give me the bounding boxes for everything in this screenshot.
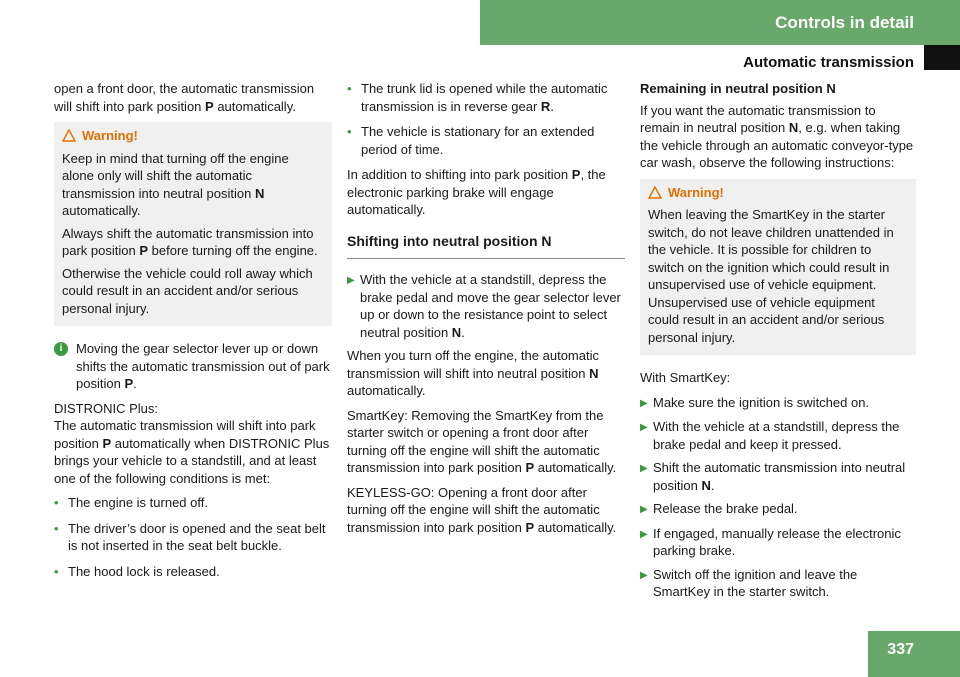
warning-text: When leaving the SmartKey in the starter switch, do not leave children unattended in the vehicle. It is possible for children to switch on the ignition which could result in unsupervised use of vehicle equipment. Unsupervised use of vehicle equipment could result in an accident and/or serious personal injury. [648, 207, 894, 345]
warning-text: Always shift the automatic transmission into park position P before turning off the engine. [62, 225, 318, 258]
subsection-title: Remaining in neutral position N [640, 81, 836, 96]
arrow-right-icon: ▶ [640, 504, 648, 515]
arrow-right-icon: ▶ [640, 397, 648, 409]
arrow-right-icon: ▶ [640, 528, 648, 540]
arrow-right-icon: ▶ [347, 275, 355, 286]
warning-triangle-icon [62, 129, 76, 142]
bullet-icon: • [54, 520, 59, 536]
info-note: i Moving the gear selector lever up or down shifts the automatic transmission out of park position P. [54, 340, 332, 393]
bullet-icon: • [54, 563, 59, 579]
bullet-icon: • [347, 124, 352, 139]
chapter-banner [480, 0, 960, 45]
warning-box [640, 179, 916, 356]
paragraph: KEYLESS-GO: Opening a front door after turning off the engine will shift the automatic transmission into park position P automatically. [347, 484, 617, 535]
paragraph: SmartKey: Removing the SmartKey from the starter switch or opening a front door after turning off the engine will shift the automatic transmission into park position P automatically. [347, 407, 617, 475]
step-item: ▶ Switch off the ignition and leave the SmartKey in the starter switch. [640, 566, 858, 599]
warning-box [54, 122, 332, 326]
list-item: • The vehicle is stationary for an extended period of time. [347, 124, 595, 157]
subsection-title: Shifting into neutral position N [347, 233, 625, 260]
step-item: ▶ If engaged, manually release the electronic parking brake. [640, 525, 901, 558]
column-2 [347, 80, 625, 543]
page-number: 337 [887, 641, 914, 658]
arrow-right-icon: ▶ [640, 463, 648, 474]
warning-text: Keep in mind that turning off the engine alone only will shift the automatic transmission into neutral position N automatically. [62, 150, 289, 218]
arrow-right-icon: ▶ [640, 569, 648, 581]
step-item: ▶ Make sure the ignition is switched on. [640, 394, 916, 413]
page-number-box [868, 631, 960, 677]
intro-paragraph: open a front door, the automatic transmission will shift into park position P automatically. [54, 81, 315, 114]
paragraph: If you want the automatic transmission to remain in neutral position N, e.g. when taking the vehicle through an automatic conveyor-type car wash, observe the following instructions: [640, 102, 914, 170]
step-item: ▶ Release the brake pedal. [640, 500, 916, 519]
arrow-right-icon: ▶ [640, 422, 648, 433]
warning-title: Warning! [668, 184, 724, 200]
paragraph: In addition to shifting into park position P, the electronic parking brake will engage automatically. [347, 167, 606, 217]
bullet-icon: • [347, 81, 352, 96]
bullet-icon: • [54, 495, 59, 510]
column-1 [54, 80, 332, 588]
warning-title: Warning! [82, 128, 138, 143]
chapter-title: Controls in detail [775, 13, 914, 32]
warning-text: Otherwise the vehicle could roll away which could result in an accident and/or serious personal injury. [62, 265, 313, 316]
paragraph: With SmartKey: [640, 370, 731, 385]
step-item: ▶ With the vehicle at a standstill, depress the brake pedal and move the gear selector lever up or down to the resistance point to select neutral position N. [347, 272, 621, 340]
list-item: • The engine is turned off. [54, 495, 208, 510]
info-icon: i [54, 342, 68, 356]
section-title: Automatic transmission [743, 54, 914, 71]
distronic-paragraph: DISTRONIC Plus: The automatic transmission will shift into park position P automatically when DISTRONIC Plus brings your vehicle to a standstill, and at least one of the following conditions is met: [54, 400, 330, 486]
header-tab-marker [924, 45, 960, 70]
list-item: • The driver’s door is opened and the seat belt is not inserted in the seat belt buckle. [54, 520, 326, 553]
list-item: • The hood lock is released. [54, 563, 220, 579]
step-item: ▶ With the vehicle at a standstill, depress the brake pedal and keep it pressed. [640, 419, 900, 452]
list-item: • The trunk lid is opened while the automatic transmission is in reverse gear R. [347, 81, 608, 114]
column-3 [640, 80, 916, 607]
paragraph: When you turn off the engine, the automatic transmission will shift into neutral position N automatically. [347, 348, 599, 398]
step-item: ▶ Shift the automatic transmission into neutral position N. [640, 460, 906, 493]
warning-triangle-icon [648, 186, 662, 199]
